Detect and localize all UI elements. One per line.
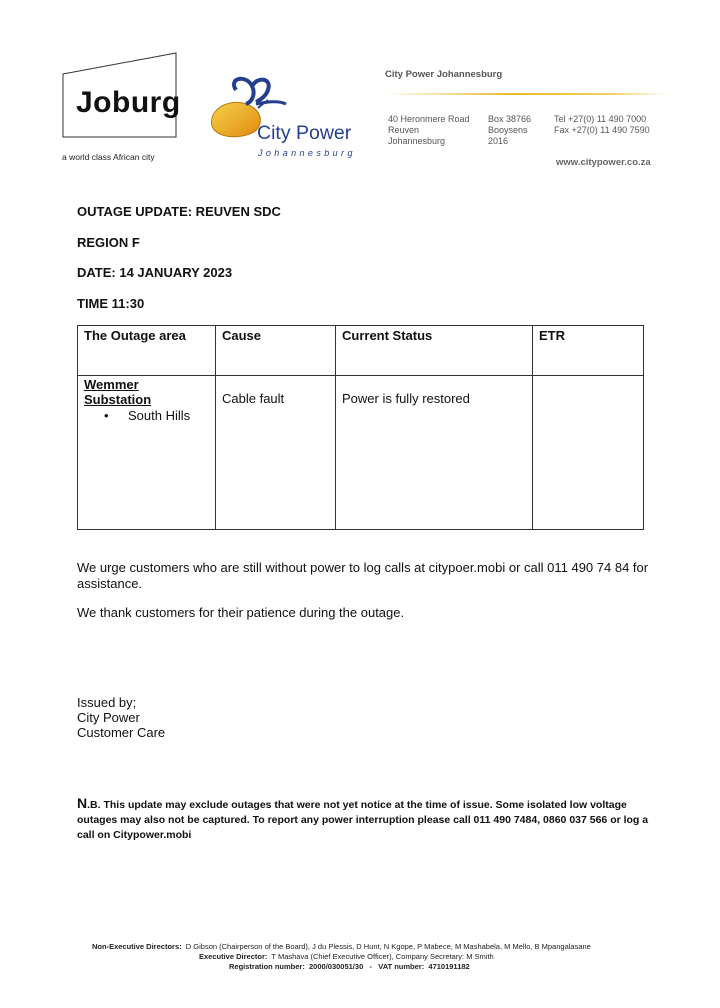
table-header-cell <box>78 326 216 376</box>
table-header-cell <box>533 326 644 376</box>
document-title: OUTAGE UPDATE: REUVEN SDC <box>77 204 281 219</box>
footer-exec-names: T Mashava (Chief Executive Officer), Company Secretary: M Smith <box>271 952 494 961</box>
etr-cell <box>533 376 644 530</box>
area-cell <box>78 376 216 530</box>
header-contacts <box>554 114 650 136</box>
header-website-link[interactable]: www.citypower.co.za <box>556 157 651 168</box>
table-header-cell <box>216 326 336 376</box>
header-cause: Cause <box>222 328 262 343</box>
header-postbox <box>488 114 531 147</box>
substation-name: Wemmer Substation <box>84 377 152 407</box>
bullet-icon: • <box>104 408 109 423</box>
header-divider <box>385 93 667 95</box>
urge-message: We urge customers who are still without power to log calls at citypoer.mobi or call 011 490 74 84 for assistance. <box>77 560 649 591</box>
document-time: TIME 11:30 <box>77 296 145 311</box>
footer-nonexec-names: D Gibson (Chairperson of the Board), J du Plessis, D Hunt, N Kgope, P Mabece, M Mashabela, M Mello, B Mpangalasane <box>185 942 591 951</box>
footer-exec-label: Executive Director: <box>199 952 268 961</box>
cause-cell <box>216 376 336 530</box>
header-company-name: City Power Johannesburg <box>385 69 503 80</box>
joburg-tagline: a world class African city <box>62 152 155 162</box>
footer-vat-label: VAT number: <box>378 962 425 971</box>
footer-nonexec-directors <box>92 942 712 951</box>
issued-by-dept: Customer Care <box>77 725 166 740</box>
header-outage-area: The Outage area <box>84 328 186 343</box>
header-fax: Fax +27(0) 11 490 7590 <box>554 125 650 135</box>
issued-by-org: City Power <box>77 710 140 725</box>
address-line: Johannesburg <box>388 136 446 146</box>
status-cell <box>336 376 533 530</box>
nb-text: .B. This update may exclude outages that were not yet notice at the time of issue. Some isolated low voltage outages may also not be captured. To report any power interruption please call 011 490 7484, 0860 037 566 or log a call on Citypower.mobi <box>77 799 649 841</box>
outage-table <box>77 325 644 530</box>
address-line: 40 Heronmere Road <box>388 114 470 124</box>
document-date: DATE: 14 JANUARY 2023 <box>77 265 233 280</box>
postbox-line: 2016 <box>488 136 509 146</box>
issued-by-label: Issued by; <box>77 695 137 710</box>
etr-value <box>533 376 643 391</box>
cause-value: Cable fault <box>222 391 285 406</box>
header-etr: ETR <box>539 328 565 343</box>
header-tel: Tel +27(0) 11 490 7000 <box>554 114 647 124</box>
table-row <box>78 376 644 530</box>
postbox-line: Booysens <box>488 125 528 135</box>
nb-notice <box>77 796 657 843</box>
table-header-row <box>78 326 644 376</box>
footer-nonexec-label: Non-Executive Directors: <box>92 942 182 951</box>
footer-reg-label: Registration number: <box>229 962 305 971</box>
status-value: Power is fully restored <box>342 391 470 406</box>
header-current-status: Current Status <box>342 328 433 343</box>
footer-vat-value: 4710191182 <box>428 962 470 971</box>
document-region: REGION F <box>77 235 140 250</box>
footer-reg-value: 2000/030051/30 <box>309 962 364 971</box>
header-address <box>388 114 470 147</box>
city-power-logo-subtitle: Johannesburg <box>258 148 356 158</box>
table-header-cell <box>336 326 533 376</box>
postbox-line: Box 38766 <box>488 114 532 124</box>
footer-exec-director <box>199 952 494 961</box>
nb-initial: N <box>77 795 88 811</box>
issued-by-block <box>77 695 165 740</box>
address-line: Reuven <box>388 125 420 135</box>
city-power-logo-name: City Power <box>257 122 352 144</box>
area-list-item <box>78 408 215 423</box>
joburg-logo-word: Joburg <box>76 86 181 119</box>
footer-registration: Registration number: 2000/030051/30 - VAT number: 4710191182 <box>229 962 470 971</box>
thanks-message: We thank customers for their patience during the outage. <box>77 605 405 620</box>
area-name: South Hills <box>128 408 191 423</box>
